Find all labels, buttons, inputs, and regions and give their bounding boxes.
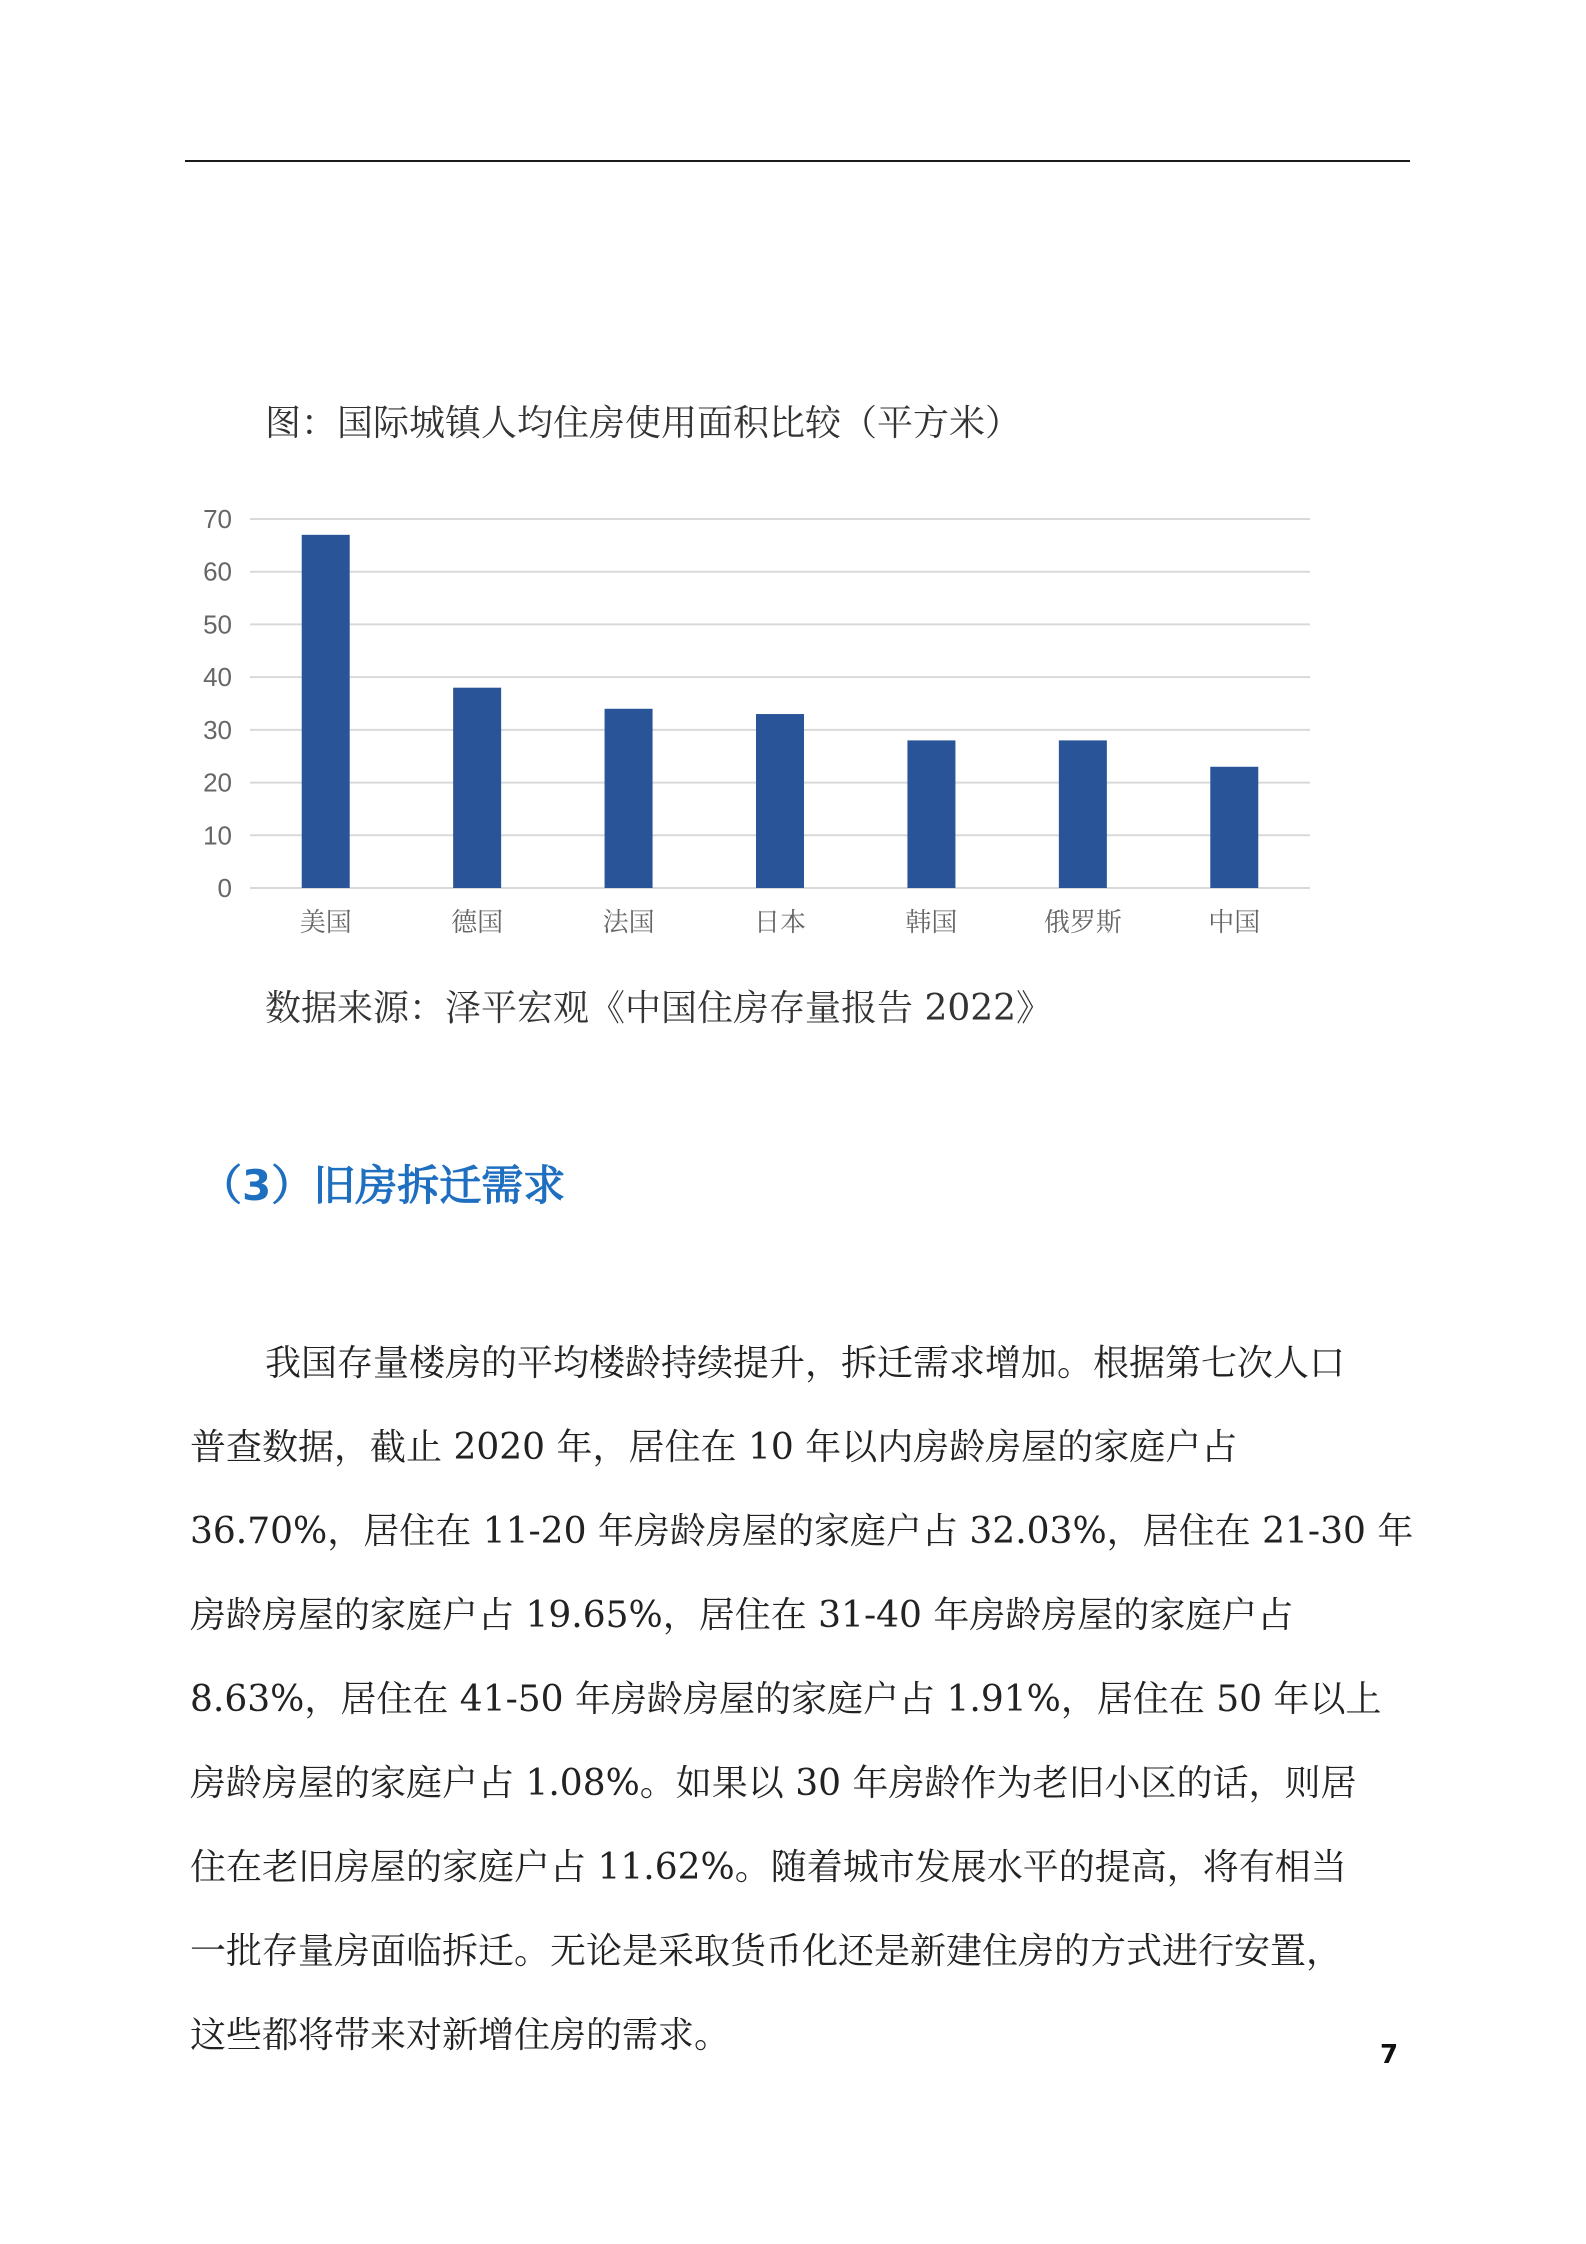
x-tick-label: 日本: [753, 908, 807, 938]
body-line: 房龄房屋的家庭户占 1.08%。如果以 30 年房龄作为老旧小区的话，则居: [190, 1763, 1357, 1804]
y-tick-label: 0: [217, 873, 232, 903]
x-tick-label: 中国: [1208, 908, 1261, 938]
bar: [1059, 740, 1107, 888]
body-line: 普查数据，截止 2020 年，居住在 10 年以内房龄房屋的家庭户占: [190, 1427, 1238, 1468]
x-tick-label: 韩国: [905, 908, 958, 938]
bar: [756, 714, 804, 888]
x-tick-label: 美国: [299, 908, 352, 938]
page-number: 7: [1380, 2040, 1399, 2070]
y-tick-label: 40: [203, 662, 232, 693]
body-line: 一批存量房面临拆迁。无论是采取货币化还是新建住房的方式进行安置，: [190, 1931, 1343, 1972]
figure-caption: 图：国际城镇人均住房使用面积比较（平方米）: [265, 403, 1022, 444]
body-line: 房龄房屋的家庭户占 19.65%，居住在 31-40 年房龄房屋的家庭户占: [190, 1595, 1294, 1636]
x-tick-label: 法国: [602, 908, 655, 938]
body-line: 住在老旧房屋的家庭户占 11.62%。随着城市发展水平的提高，将有相当: [190, 1847, 1347, 1888]
y-tick-label: 70: [203, 504, 232, 534]
x-tick-label: 德国: [451, 908, 504, 938]
body-paragraph: [190, 1322, 1414, 2078]
section-heading: （3）旧房拆迁需求: [200, 1161, 566, 1210]
y-tick-label: 20: [203, 767, 232, 798]
y-tick-label: 10: [203, 820, 232, 851]
body-line: 这些都将带来对新增住房的需求。: [190, 2015, 731, 2056]
y-tick-label: 50: [203, 609, 232, 640]
x-tick-label: 俄罗斯: [1043, 908, 1122, 938]
body-line: 36.70%，居住在 11-20 年房龄房屋的家庭户占 32.03%，居住在 21-30 年: [190, 1511, 1414, 1552]
bar: [605, 709, 653, 888]
bar: [453, 688, 501, 888]
body-line: 8.63%，居住在 41-50 年房龄房屋的家庭户占 1.91%，居住在 50 年以上: [190, 1679, 1382, 1720]
y-tick-label: 60: [203, 556, 232, 587]
bar: [302, 535, 350, 888]
body-line: 我国存量楼房的平均楼龄持续提升，拆迁需求增加。根据第七次人口: [265, 1343, 1346, 1384]
y-tick-label: 30: [203, 714, 232, 745]
bar-chart: [0, 0, 1586, 980]
figure-source: 数据来源：泽平宏观《中国住房存量报告 2022》: [265, 988, 1053, 1029]
bar: [1210, 767, 1258, 888]
bar: [907, 740, 955, 888]
